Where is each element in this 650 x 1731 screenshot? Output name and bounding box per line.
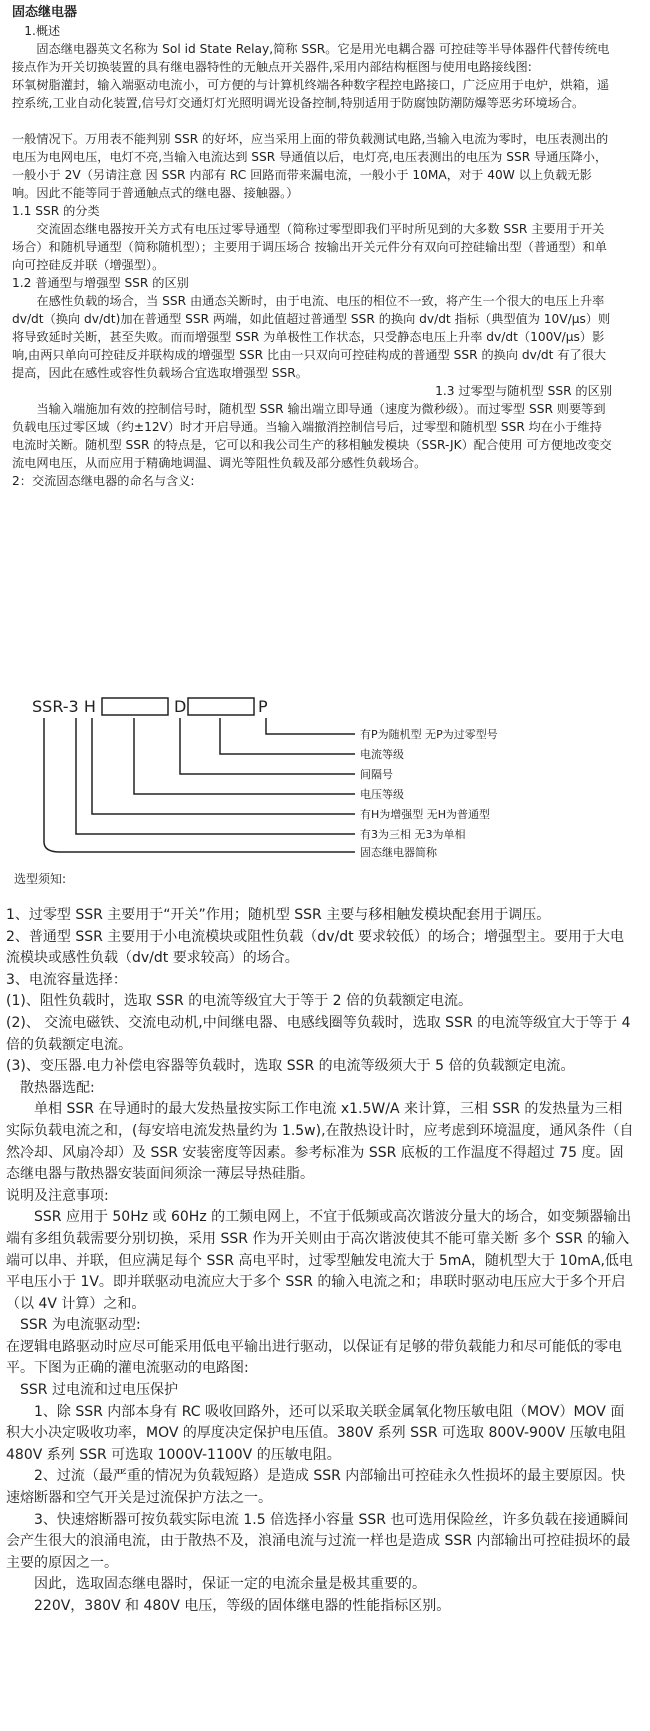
para-protection-2: 2、过流（最严重的情况为负载短路）是造成 SSR 内部输出可控硅永久性损坏的最主要原因。快速熔断器和空气开关是过流保护方法之一。 bbox=[6, 1468, 626, 1507]
heading-protection: SSR 过电流和过电压保护 bbox=[20, 1382, 178, 1399]
item-zero-random: 1、过零型 SSR 主要用于“开关”作用；随机型 SSR 主要与移相触发模块配套用于调压。 bbox=[6, 907, 551, 923]
heading-classification: 1.1 SSR 的分类 bbox=[12, 204, 100, 218]
heading-heatsink: 散热器选配: bbox=[20, 1079, 95, 1096]
para-voltage-levels: 220V，380V 和 480V 电压，等级的固体继电器的性能指标区别。 bbox=[34, 1598, 451, 1614]
para-testing: 一般情况下。万用表不能判别 SSR 的好坏，应当采用上面的带负载测试电路,当输入电流为零时，电压表测出的电压为电网电压，电灯不亮,当输入电流达到 SSR 导通值以后，电灯亮,电压表测出的电压为 SSR 导通压降小，一般小于 2V（另请注意 因 SSR 内部有 RC 回路而带来漏电流，一般小于 10MA，对于 40W 以上负载无影响。因此不能等同于普通触点式的继电器、接触器。） bbox=[12, 132, 609, 200]
heading-zero-vs-random: 1.3 过零型与随机型 SSR 的区别 bbox=[435, 384, 612, 398]
heading-overview: 1.概述 bbox=[24, 24, 61, 38]
leader-voltage bbox=[134, 718, 355, 794]
para-notes: SSR 应用于 50Hz 或 60Hz 的工频电网上，不宜于低频或高次谐波分量大的场合，如变频器输出端有多组负载需要分别切换，采用 SSR 作为开关则由于高次谐波使其不能可靠关断 多个 SSR 的输入端可以串、并联，但应满足每个 SSR 高电平时，过零型触发电流大于 5mA，随机型大于 10mA,低电平电压小于 1V。即并联驱动电流应大于多个 SSR 的输入电流之和；串联时驱动电压应大于多个开启（以 4V 计算）之和。 bbox=[6, 1209, 633, 1312]
label-interval: 间隔号 bbox=[360, 768, 393, 781]
para-zero-vs-random: 当输入端施加有效的控制信号时，随机型 SSR 输出端立即导通（速度为微秒级）。而过零型 SSR 则要等到负载电压过零区域（约±12V）时才开启导通。当输入端撤消控制信号后，过零型和随机型 SSR 均在小于维持电流时关断。随机型 SSR 的特点是，它可以和我公司生产的移相触发模块（SSR-JK）配合使用 可方便地改变交流电网电压，从而应用于精确地调温、调光等阻性负载及部分感性负载场合。 bbox=[12, 402, 612, 470]
item-capacity-inductive: (2)、 交流电磁铁、交流电动机,中间继电器、电感线圈等负载时，选取 SSR 的电流等级宜大于等于 4 倍的负载额定电流。 bbox=[6, 1014, 631, 1053]
label-voltage: 电压等级 bbox=[360, 788, 404, 801]
leader-current bbox=[220, 718, 355, 754]
model-prefix: SSR-3 H bbox=[32, 697, 96, 716]
para-intro: 固态继电器英文名称为 Sol id State Relay,简称 SSR。它是用光电耦合器 可控硅等半导体器件代替传统电接点作为开关切换装置的具有继电器特性的无触点开关器件,采用内部结构框图与使用电路接线图: bbox=[12, 42, 610, 74]
para-normal-vs-enhanced: 在感性负载的场合，当 SSR 由通态关断时，由于电流、电压的相位不一致，将产生一个很大的电压上升率 dv/dt（换向 dv/dt)加在普通型 SSR 两端，如此值超过普通型 SSR 的换向 dv/dt 指标（典型值为 10V/μs）则将导致延时关断，甚至失败。而而增强型 SSR 为单极性工作状态，只受静态电压上升率 dv/dt（100V/μs）影响,由两只单向可控硅反并联构成的增强型 SSR 比由一只双向可控硅构成的普通型 SSR 的换向 dv/dt 有了很大提高，因此在感性或容性负载场合宜选取增强型 SSR。 bbox=[12, 294, 611, 380]
para-protection-1: 1、除 SSR 内部本身有 RC 吸收回路外，还可以采取关联金属氧化物压敏电阻（MOV）MOV 面积大小决定吸收功率，MOV 的厚度决定保护电压值。380V 系列 SSR 可选取 800V-900V 压敏电阻 480V 系列 SSR 可选取 1000V-1100V 的压敏电阻。 bbox=[6, 1403, 626, 1463]
heading-naming: 2：交流固态继电器的命名与含义: bbox=[12, 474, 195, 488]
leader-p bbox=[266, 718, 355, 734]
section-overview bbox=[12, 4, 612, 490]
label-current: 电流等级 bbox=[360, 748, 404, 761]
para-drive: 在逻辑电路驱动时应尽可能采用低电平输出进行驱动，以保证有足够的带负载能力和尽可能低的零电平。下图为正确的灌电流驱动的电路图: bbox=[6, 1338, 622, 1377]
para-classification: 交流固态继电器按开关方式有电压过零导通型（简称过零型即我们平时所见到的大多数 SSR 主要用于开关场合）和随机导通型（简称随机型）；主要用于调压场合 按输出开关元件分有双向可控硅输出型（普通型）和单向可控硅反并联（增强型）。 bbox=[12, 222, 607, 272]
label-ssr: 固态继电器简称 bbox=[360, 846, 437, 859]
leader-interval bbox=[180, 718, 355, 774]
naming-labels bbox=[360, 727, 498, 859]
spacer bbox=[12, 112, 612, 130]
label-enhanced: 有H为增强型 无H为普通型 bbox=[360, 808, 491, 821]
para-features: 环氧树脂灌封，输入端驱动电流小，可方便的与计算机终端各种数字程控电路接口，广泛应用于电炉，烘箱，遥控系统,工业自动化装置,信号灯交通灯灯光照明调光设备控制,特别适用于防腐蚀防潮防爆等恶劣环境场合。 bbox=[12, 78, 610, 110]
item-normal-enhanced: 2、普通型 SSR 主要用于小电流模块或阻性负载（dv/dt 要求较低）的场合；增强型主。要用于大电流模块或感性负载（dv/dt 要求较高）的场合。 bbox=[6, 928, 625, 967]
leader-ssr bbox=[44, 718, 355, 852]
leader-3 bbox=[76, 718, 355, 834]
field-box-d bbox=[188, 698, 254, 715]
leader-h bbox=[92, 718, 355, 814]
selection-caption: 选型须知: bbox=[14, 872, 67, 886]
leader-lines bbox=[44, 718, 355, 852]
heading-normal-vs-enhanced: 1.2 普通型与增强型 SSR 的区别 bbox=[12, 276, 189, 290]
model-p: P bbox=[258, 697, 268, 716]
para-heatsink: 单相 SSR 在导通时的最大发热量按实际工作电流 x1.5W/A 来计算，三相 SSR 的发热量为三相实际负载电流之和，(每安培电流发热量约为 1.5w),在散热设计时，应考虑到环境温度，通风条件（自然冷却、风扇冷却）及 SSR 安装密度等因素。参考标准为 SSR 底板的工作温度不得超过 75 度。固态继电器与散热器安装面间须涂一薄层导热硅脂。 bbox=[6, 1101, 634, 1183]
section-selection bbox=[6, 905, 634, 1618]
label-random: 有P为随机型 无P为过零型号 bbox=[360, 728, 498, 741]
item-capacity-resistive: (1)、阻性负载时，选取 SSR 的电流等级宜大于等于 2 倍的负载额定电流。 bbox=[6, 993, 473, 1010]
label-three-phase: 有3为三相 无3为单相 bbox=[360, 828, 466, 841]
heading-drive: SSR 为电流驱动型: bbox=[20, 1317, 141, 1334]
heading-notes: 说明及注意事项: bbox=[6, 1187, 109, 1204]
doc-title: 固态继电器 bbox=[12, 5, 78, 20]
item-capacity-transformer: (3)、变压器.电力补偿电容器等负载时，选取 SSR 的电流等级须大于 5 倍的负载额定电流。 bbox=[6, 1058, 575, 1075]
naming-diagram bbox=[30, 690, 610, 880]
item-capacity: 3、电流容量选择： bbox=[6, 971, 127, 988]
para-protection-3: 3、快速熔断器可按负载实际电流 1.5 倍选择小容量 SSR 也可选用保险丝，许多负载在接通瞬间会产生很大的浪涌电流，由于散热不及，浪涌电流与过流一样也是造成 SSR 内部输出可控硅损坏的最主要的原因之一。 bbox=[6, 1511, 631, 1571]
field-box-h bbox=[102, 698, 168, 715]
model-d: D bbox=[174, 697, 187, 716]
para-conclusion: 因此，选取固态继电器时，保证一定的电流余量是极其重要的。 bbox=[34, 1576, 426, 1593]
